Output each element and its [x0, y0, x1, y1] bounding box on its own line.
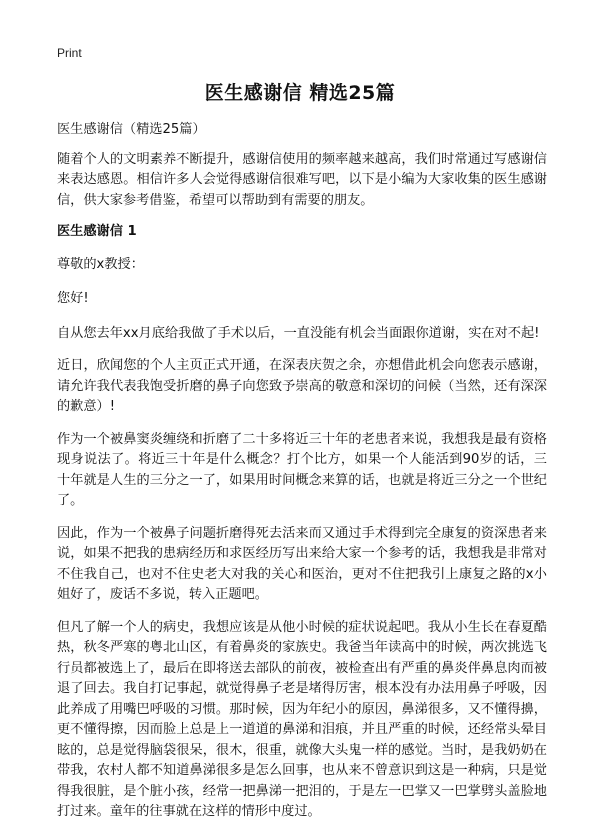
body-paragraph: 作为一个被鼻窦炎缠绕和折磨了二十多将近三十年的老患者来说，我想我是最有资格现身说法了。将近三十年是什么概念？打个比方，如果一个人能活到90岁的话，三十年就是人生的三分之一了，如果用时间概念来算的话，也就是将近三分之一个世纪了。	[57, 431, 547, 508]
section-heading: 医生感谢信 1	[57, 224, 137, 239]
body-paragraph: 近日，欣闻您的个人主页正式开通，在深表庆贺之余，亦想借此机会向您表示感谢，请允许我代表我饱受折磨的鼻子向您致予崇高的敬意和深切的问候（当然，还有深深的歉意）!	[57, 358, 547, 414]
body-paragraph: 但凡了解一个人的病史，我想应该是从他小时候的症状说起吧。我从小生长在春夏酷热，秋冬严寒的粤北山区，有着鼻炎的家族史。我爸当年读高中的时候，两次挑选飞行员都被选上了，最后在即将送去部队的前夜，被检查出有严重的鼻炎伴鼻息肉而被退了回去。我自打记事起，就觉得鼻子老是堵得厉害，根本没有办法用鼻子呼吸，因此养成了用嘴巴呼吸的习惯。那时候，因为年纪小的原因，鼻涕很多，又不懂得擤，更不懂得擦，因而脸上总是上一道道的鼻涕和泪痕，并且严重的时候，还经常头晕目眩的，总是觉得脑袋很呆，很木，很重，就像大头鬼一样的感觉。当时，是我奶奶在带我，农村人都不知道鼻涕很多是怎么回事，也从来不曾意识到这是一种病，只是觉得我很脏，是个脏小孩，经常一把鼻涕一把泪的，于是左一巴掌又一巴掌劈头盖脸地打过来。童年的往事就在这样的情形中度过。	[57, 619, 547, 819]
document-title: 医生感谢信 精选25篇	[204, 82, 396, 104]
letter-salutation: 尊敬的x教授：	[57, 256, 144, 272]
body-paragraph: 自从您去年xx月底给我做了手术以后，一直没能有机会当面跟你道谢，实在对不起!	[57, 325, 540, 341]
intro-paragraph: 随着个人的文明素养不断提升，感谢信使用的频率越来越高，我们时常通过写感谢信来表达感恩。相信许多人会觉得感谢信很难写吧，以下是小编为大家收集的医生感谢信，供大家参考借鉴，希望可以帮助到有需要的朋友。	[57, 151, 547, 208]
document-body	[57, 120, 547, 828]
body-paragraph: 因此，作为一个被鼻子问题折磨得死去活来而又通过手术得到完全康复的资深患者来说，如果不把我的患病经历和求医经历写出来给大家一个参考的话，我想我是非常对不住我自己，也对不住史老大对我的关心和医治，更对不住把我引上康复之路的x小姐好了，废话不多说，转入正题吧。	[57, 525, 547, 602]
print-link[interactable]: Print	[57, 46, 82, 60]
document-subtitle: 医生感谢信（精选25篇）	[57, 122, 206, 137]
letter-greeting: 您好!	[57, 291, 89, 306]
